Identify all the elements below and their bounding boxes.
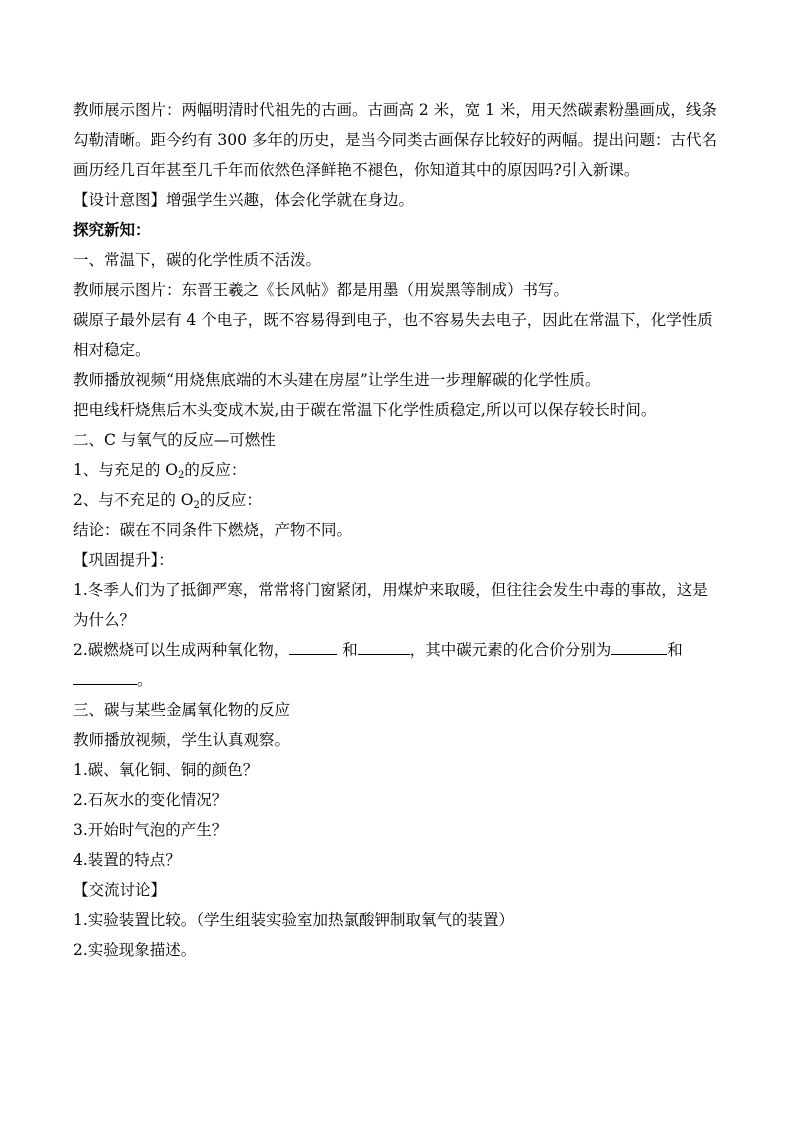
- section-2-title: 二、C 与氧气的反应—可燃性: [73, 431, 276, 449]
- intro-line-1: 教师展示图片：两幅明清时代祖先的古画。古画高 2 米，宽 1 米，用天然碳素粉墨画成，线条: [73, 101, 717, 119]
- section-3-question-2: 2.石灰水的变化情况？: [73, 791, 228, 809]
- item-2-suffix: 的反应：: [199, 491, 262, 509]
- question-2-and-1: 和: [337, 641, 358, 659]
- intro-line-3: 画历经几百年甚至几千年而依然色泽鲜艳不褪色，你知道其中的原因吗?引入新课。: [73, 161, 640, 179]
- answer-blank-1: [289, 636, 337, 655]
- consolidate-heading: 【巩固提升】：: [73, 551, 174, 569]
- item-1-suffix: 的反应：: [184, 461, 247, 479]
- section-1-paragraph-3: 教师播放视频“用烧焦底端的木头建在房屋”让学生进一步理解碳的化学性质。: [73, 371, 601, 389]
- section-3-question-4: 4.装置的特点？: [73, 851, 181, 869]
- intro-line-2: 勾勒清晰。距今约有 300 多年的历史，是当今同类古画保存比较好的两幅。提出问题：古代名: [73, 131, 717, 149]
- question-2-text: 2.碳燃烧可以生成两种氧化物，: [73, 641, 290, 659]
- section-2-conclusion: 结论：碳在不同条件下燃烧，产物不同。: [73, 521, 353, 539]
- question-1-line-2: 为什么？: [73, 611, 136, 629]
- explore-heading: 探究新知：: [73, 220, 151, 239]
- section-1-title: 一、常温下，碳的化学性质不活泼。: [73, 251, 322, 269]
- section-1-paragraph-2b: 相对稳定。: [73, 341, 151, 359]
- section-1-paragraph-1: 教师展示图片：东晋王羲之《长风帖》都是用墨（用炭黑等制成）书写。: [73, 281, 570, 299]
- section-3-question-3: 3.开始时气泡的产生？: [73, 821, 228, 839]
- answer-blank-3: [611, 636, 667, 655]
- question-2-line-1: [73, 635, 723, 665]
- item-1-text: 1、与充足的 O: [73, 461, 178, 479]
- item-2-text: 2、与不充足的 O: [73, 491, 194, 509]
- section-1-paragraph-2a: 碳原子最外层有 4 个电子，既不容易得到电子，也不容易失去电子，因此在常温下，化学性质: [73, 311, 713, 329]
- section-3-title: 三、碳与某些金属氧化物的反应: [73, 701, 291, 719]
- discussion-item-1: 1.实验装置比较。（学生组装实验室加热氯酸钾制取氧气的装置）: [73, 911, 515, 929]
- question-2-end: 。: [137, 671, 153, 689]
- section-1-paragraph-4: 把电线杆烧焦后木头变成木炭,由于碳在常温下化学性质稳定,所以可以保存较长时间。: [73, 401, 657, 419]
- question-1-line-1: 1.冬季人们为了抵御严寒，常常将门窗紧闭，用煤炉来取暖，但往往会发生中毒的事故，这是: [73, 581, 708, 599]
- document-body: [73, 95, 723, 965]
- section-3-question-1: 1.碳、氧化铜、铜的颜色？: [73, 761, 259, 779]
- discussion-heading: 【交流讨论】: [73, 881, 167, 899]
- section-2-item-1: [73, 455, 723, 485]
- discussion-item-2: 2.实验现象描述。: [73, 941, 197, 959]
- question-2-middle: ，其中碳元素的化合价分别为: [409, 641, 612, 659]
- question-2-and-2: 和: [667, 641, 683, 659]
- answer-blank-4: [73, 666, 137, 685]
- section-2-item-2: [73, 485, 723, 515]
- question-2-line-2: [73, 665, 723, 695]
- item-2-subscript: 2: [193, 500, 200, 511]
- item-1-subscript: 2: [178, 470, 185, 481]
- section-3-paragraph-1: 教师播放视频，学生认真观察。: [73, 731, 291, 749]
- design-intent: 【设计意图】增强学生兴趣，体会化学就在身边。: [73, 191, 415, 209]
- answer-blank-2: [358, 636, 410, 655]
